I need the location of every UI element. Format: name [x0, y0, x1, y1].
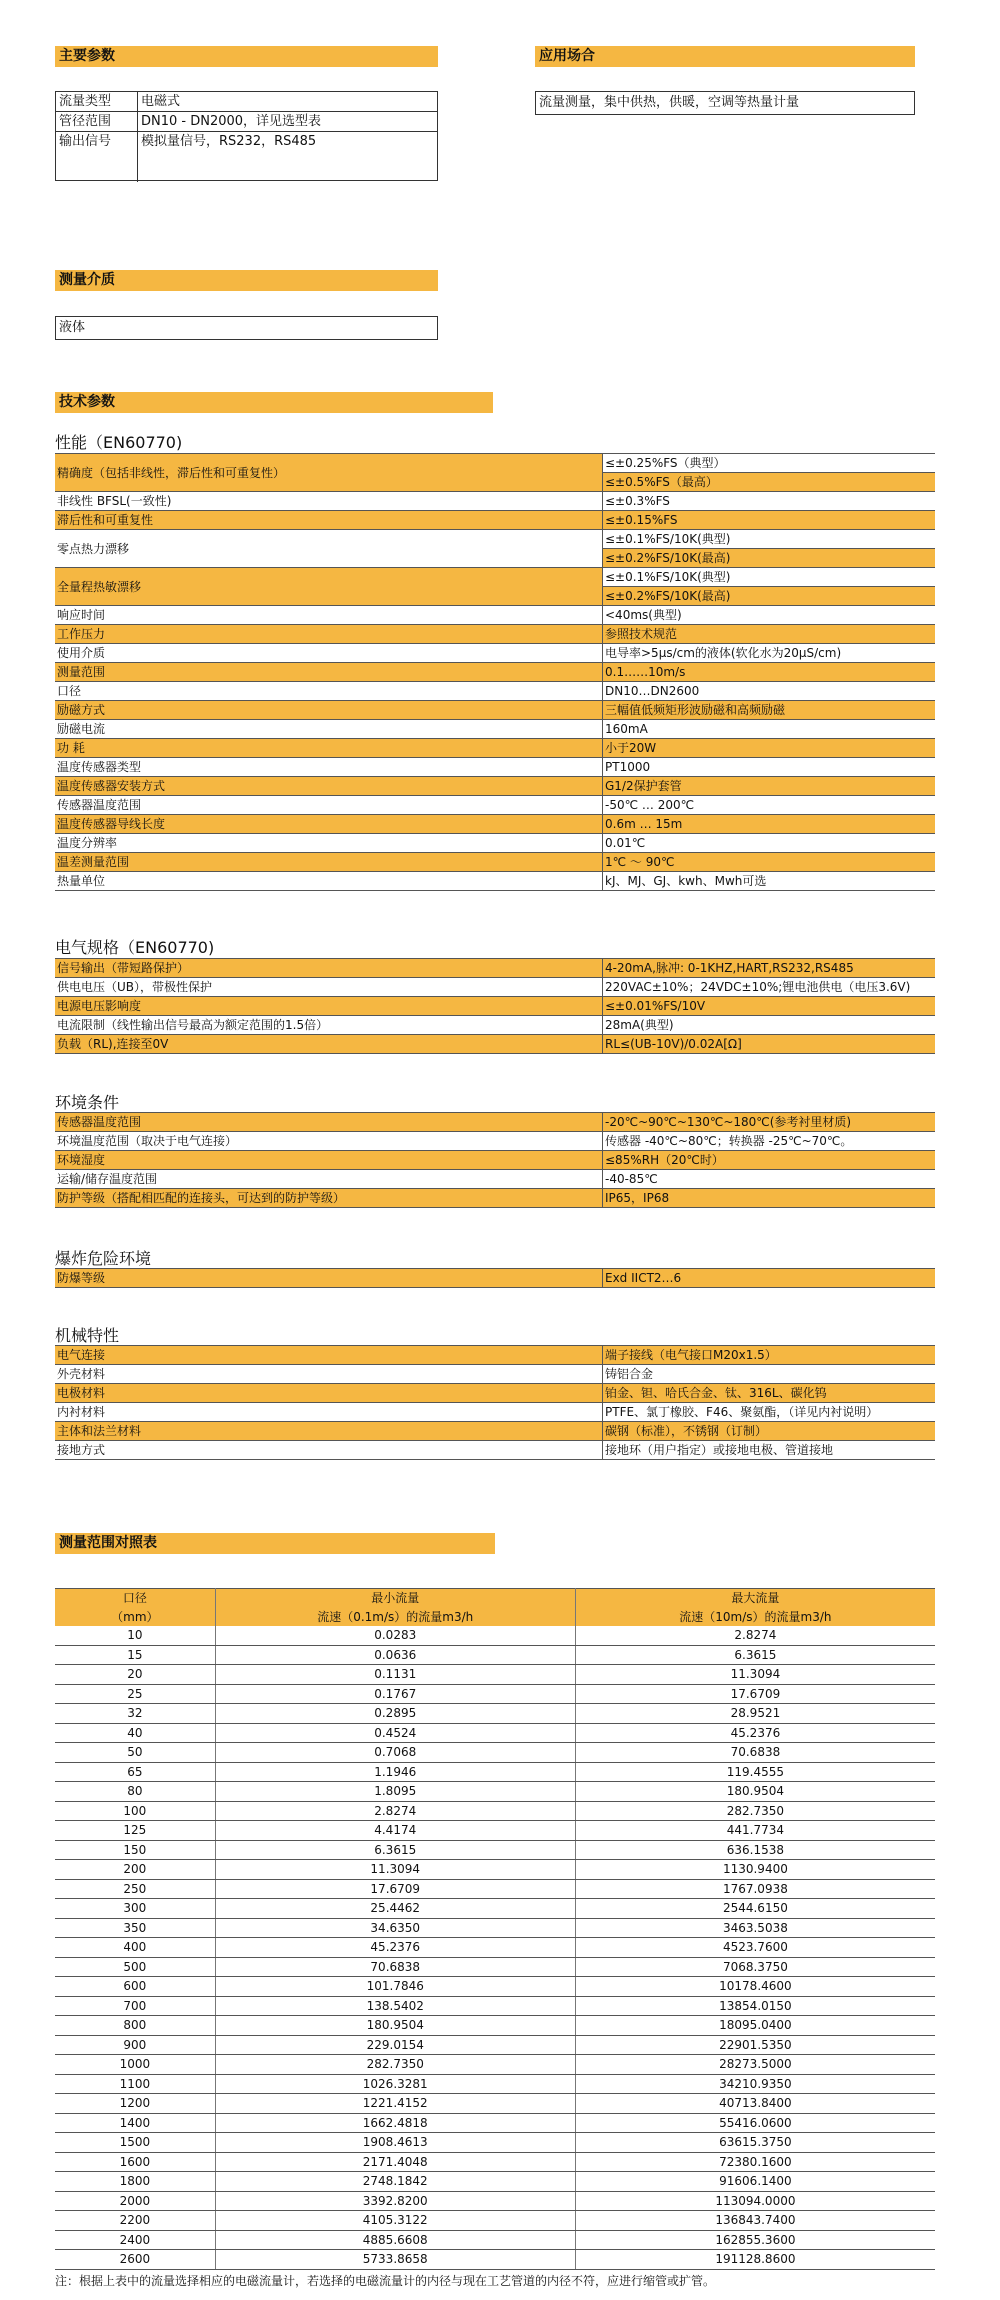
range-cell: 250 [55, 1879, 215, 1899]
range-cell: 4105.3122 [215, 2211, 575, 2231]
range-cell: 2.8274 [575, 1626, 935, 1645]
environment-title: 环境条件 [55, 1093, 120, 1112]
range-head-cell: 最大流量 [575, 1589, 935, 1608]
range-cell: 28.9521 [575, 1704, 935, 1724]
range-cell: 2544.6150 [575, 1899, 935, 1919]
range-row [55, 2074, 935, 2094]
electrical-value: RL≤(UB-10V)/0.02A[Ω] [603, 1035, 936, 1054]
performance-key: 温度分辨率 [55, 834, 603, 853]
range-row [55, 1645, 935, 1665]
performance-value: DN10…DN2600 [603, 682, 936, 701]
range-cell: 600 [55, 1977, 215, 1997]
range-cell: 11.3094 [575, 1665, 935, 1685]
range-cell: 180.9504 [215, 2016, 575, 2036]
range-cell: 1221.4152 [215, 2094, 575, 2114]
range-cell: 136843.7400 [575, 2211, 935, 2231]
explosion-table [55, 1268, 935, 1288]
performance-row [55, 739, 935, 758]
electrical-value: 28mA(典型) [603, 1016, 936, 1035]
range-cell: 63615.3750 [575, 2133, 935, 2153]
range-cell: 4885.6608 [215, 2230, 575, 2250]
range-head-cell: （mm） [55, 1608, 215, 1627]
range-cell: 55416.0600 [575, 2113, 935, 2133]
performance-row [55, 530, 935, 549]
range-row [55, 2113, 935, 2133]
range-row [55, 1626, 935, 1645]
environment-key: 环境湿度 [55, 1151, 603, 1170]
range-cell: 0.0283 [215, 1626, 575, 1645]
main-params-row [56, 132, 437, 182]
range-row [55, 1879, 935, 1899]
range-cell: 200 [55, 1860, 215, 1880]
range-cell: 4.4174 [215, 1821, 575, 1841]
range-cell: 3392.8200 [215, 2191, 575, 2211]
range-cell: 113094.0000 [575, 2191, 935, 2211]
performance-key: 精确度（包括非线性，滞后性和可重复性） [55, 454, 603, 492]
performance-value: ≤±0.15%FS [603, 511, 936, 530]
performance-row [55, 511, 935, 530]
performance-key: 口径 [55, 682, 603, 701]
mechanical-value: 接地环（用户指定）或接地电极、管道接地 [603, 1441, 936, 1460]
range-head-row [55, 1589, 935, 1608]
range-cell: 34210.9350 [575, 2074, 935, 2094]
explosion-row [55, 1269, 935, 1288]
range-cell: 6.3615 [215, 1840, 575, 1860]
range-head-cell: 流速（10m/s）的流量m3/h [575, 1608, 935, 1627]
tech-params-header: 技术参数 [55, 392, 493, 413]
range-cell: 45.2376 [215, 1938, 575, 1958]
range-row [55, 2172, 935, 2192]
environment-table [55, 1112, 935, 1208]
mechanical-row [55, 1422, 935, 1441]
range-cell: 2000 [55, 2191, 215, 2211]
environment-row [55, 1189, 935, 1208]
range-cell: 72380.1600 [575, 2152, 935, 2172]
performance-key: 功 耗 [55, 739, 603, 758]
performance-value: 0.6m … 15m [603, 815, 936, 834]
explosion-key: 防爆等级 [55, 1269, 603, 1288]
mechanical-table [55, 1345, 935, 1460]
range-cell: 1.8095 [215, 1782, 575, 1802]
mechanical-value: 铸铝合金 [603, 1365, 936, 1384]
performance-value: 电导率>5μs/cm的液体(软化水为20μS/cm) [603, 644, 936, 663]
environment-key: 环境温度范围（取决于电气连接） [55, 1132, 603, 1151]
electrical-key: 供电电压（UB），带极性保护 [55, 978, 603, 997]
mechanical-row [55, 1346, 935, 1365]
performance-value: ≤±0.2%FS/10K(最高) [603, 587, 936, 606]
range-cell: 6.3615 [575, 1645, 935, 1665]
range-row [55, 1860, 935, 1880]
performance-title: 性能（EN60770) [55, 433, 183, 452]
performance-value: -50℃ … 200℃ [603, 796, 936, 815]
range-row [55, 1821, 935, 1841]
range-cell: 0.0636 [215, 1645, 575, 1665]
main-params-row [56, 92, 437, 112]
performance-value: ≤±0.25%FS（典型） [603, 454, 936, 473]
range-cell: 400 [55, 1938, 215, 1958]
performance-value: 0.1……10m/s [603, 663, 936, 682]
range-cell: 101.7846 [215, 1977, 575, 1997]
environment-row [55, 1151, 935, 1170]
performance-value: ≤±0.5%FS（最高） [603, 473, 936, 492]
range-cell: 80 [55, 1782, 215, 1802]
performance-table [55, 453, 935, 891]
environment-row [55, 1170, 935, 1189]
range-cell: 150 [55, 1840, 215, 1860]
range-cell: 70.6838 [575, 1743, 935, 1763]
performance-row [55, 815, 935, 834]
electrical-row [55, 1016, 935, 1035]
range-row [55, 2016, 935, 2036]
medium-header: 测量介质 [55, 270, 438, 291]
mechanical-row [55, 1403, 935, 1422]
performance-row [55, 625, 935, 644]
performance-row [55, 568, 935, 587]
range-cell: 13854.0150 [575, 1996, 935, 2016]
range-cell: 18095.0400 [575, 2016, 935, 2036]
electrical-key: 电源电压影响度 [55, 997, 603, 1016]
range-row [55, 1704, 935, 1724]
range-cell: 17.6709 [215, 1879, 575, 1899]
range-row [55, 2191, 935, 2211]
performance-value: <40ms(典型) [603, 606, 936, 625]
range-cell: 45.2376 [575, 1723, 935, 1743]
range-cell: 282.7350 [575, 1801, 935, 1821]
performance-key: 全量程热敏漂移 [55, 568, 603, 606]
electrical-row [55, 978, 935, 997]
mechanical-key: 电极材料 [55, 1384, 603, 1403]
main-params-value: 模拟量信号，RS232，RS485 [141, 134, 317, 149]
range-cell: 10 [55, 1626, 215, 1645]
performance-key: 传感器温度范围 [55, 796, 603, 815]
range-cell: 20 [55, 1665, 215, 1685]
range-row [55, 2211, 935, 2231]
range-cell: 40713.8400 [575, 2094, 935, 2114]
range-cell: 900 [55, 2035, 215, 2055]
range-row [55, 1801, 935, 1821]
performance-key: 温度传感器导线长度 [55, 815, 603, 834]
range-cell: 25 [55, 1684, 215, 1704]
range-cell: 1200 [55, 2094, 215, 2114]
range-cell: 441.7734 [575, 1821, 935, 1841]
performance-row [55, 606, 935, 625]
mechanical-key: 接地方式 [55, 1441, 603, 1460]
performance-value: ≤±0.1%FS/10K(典型) [603, 530, 936, 549]
environment-key: 运输/储存温度范围 [55, 1170, 603, 1189]
range-cell: 119.4555 [575, 1762, 935, 1782]
range-cell: 282.7350 [215, 2055, 575, 2075]
range-cell: 1400 [55, 2113, 215, 2133]
performance-key: 工作压力 [55, 625, 603, 644]
performance-key: 热量单位 [55, 872, 603, 891]
performance-value: PT1000 [603, 758, 936, 777]
range-cell: 100 [55, 1801, 215, 1821]
electrical-title: 电气规格（EN60770) [55, 938, 215, 957]
range-cell: 300 [55, 1899, 215, 1919]
performance-row [55, 758, 935, 777]
range-cell: 1500 [55, 2133, 215, 2153]
electrical-row [55, 1035, 935, 1054]
explosion-value: Exd IICT2…6 [603, 1269, 936, 1288]
performance-value: 160mA [603, 720, 936, 739]
range-cell: 1130.9400 [575, 1860, 935, 1880]
range-cell: 2400 [55, 2230, 215, 2250]
electrical-value: 4-20mA,脉冲: 0-1KHZ,HART,RS232,RS485 [603, 959, 936, 978]
main-params-value: DN10 - DN2000，详见选型表 [141, 114, 322, 129]
main-params-key: 流量类型 [56, 92, 138, 111]
performance-row [55, 872, 935, 891]
range-cell: 0.1131 [215, 1665, 575, 1685]
range-cell: 0.4524 [215, 1723, 575, 1743]
range-cell: 0.7068 [215, 1743, 575, 1763]
range-cell: 1.1946 [215, 1762, 575, 1782]
range-head-cell: 口径 [55, 1589, 215, 1608]
range-row [55, 2055, 935, 2075]
performance-value: 参照技术规范 [603, 625, 936, 644]
range-cell: 1100 [55, 2074, 215, 2094]
range-row [55, 2230, 935, 2250]
environment-row [55, 1132, 935, 1151]
performance-row [55, 682, 935, 701]
environment-value: IP65，IP68 [603, 1189, 936, 1208]
range-row [55, 1938, 935, 1958]
range-cell: 28273.5000 [575, 2055, 935, 2075]
application-text: 流量测量，集中供热，供暖，空调等热量计量 [539, 95, 800, 110]
range-row [55, 1899, 935, 1919]
performance-row [55, 853, 935, 872]
mechanical-value: 端子接线（电气接口M20x1.5） [603, 1346, 936, 1365]
range-cell: 34.6350 [215, 1918, 575, 1938]
range-cell: 2748.1842 [215, 2172, 575, 2192]
performance-value: ≤±0.2%FS/10K(最高) [603, 549, 936, 568]
performance-key: 温度传感器类型 [55, 758, 603, 777]
performance-key: 励磁方式 [55, 701, 603, 720]
explosion-title: 爆炸危险环境 [55, 1249, 152, 1268]
performance-row [55, 454, 935, 473]
mechanical-row [55, 1441, 935, 1460]
range-cell: 5733.8658 [215, 2250, 575, 2270]
electrical-table [55, 958, 935, 1054]
electrical-key: 负载（RL),连接至0V [55, 1035, 603, 1054]
range-cell: 65 [55, 1762, 215, 1782]
mechanical-value: 碳钢（标准），不锈钢（订制） [603, 1422, 936, 1441]
main-params-key: 输出信号 [56, 132, 138, 182]
range-cell: 138.5402 [215, 1996, 575, 2016]
environment-row [55, 1113, 935, 1132]
range-cell: 32 [55, 1704, 215, 1724]
performance-value: G1/2保护套管 [603, 777, 936, 796]
environment-key: 防护等级（搭配相匹配的连接头，可达到的防护等级） [55, 1189, 603, 1208]
range-cell: 91606.1400 [575, 2172, 935, 2192]
range-head-row [55, 1608, 935, 1627]
range-cell: 350 [55, 1918, 215, 1938]
performance-value: 1℃ ～ 90℃ [603, 853, 936, 872]
range-cell: 1000 [55, 2055, 215, 2075]
range-cell: 162855.3600 [575, 2230, 935, 2250]
range-row [55, 2094, 935, 2114]
range-row [55, 1840, 935, 1860]
range-row [55, 2035, 935, 2055]
medium-box [55, 316, 438, 340]
performance-row [55, 834, 935, 853]
range-cell: 125 [55, 1821, 215, 1841]
performance-row [55, 663, 935, 682]
range-row [55, 2152, 935, 2172]
performance-key: 非线性 BFSL(一致性) [55, 492, 603, 511]
range-header: 测量范围对照表 [55, 1533, 495, 1554]
range-cell: 636.1538 [575, 1840, 935, 1860]
range-cell: 40 [55, 1723, 215, 1743]
range-table [55, 1588, 935, 2270]
performance-value: 0.01℃ [603, 834, 936, 853]
performance-value: ≤±0.3%FS [603, 492, 936, 511]
application-box [535, 91, 915, 115]
electrical-value: 220VAC±10%；24VDC±10%;锂电池供电（电压3.6V) [603, 978, 936, 997]
range-cell: 2171.4048 [215, 2152, 575, 2172]
performance-key: 零点热力漂移 [55, 530, 603, 568]
performance-key: 温度传感器安装方式 [55, 777, 603, 796]
range-row [55, 2133, 935, 2153]
environment-key: 传感器温度范围 [55, 1113, 603, 1132]
range-cell: 25.4462 [215, 1899, 575, 1919]
mechanical-key: 外壳材料 [55, 1365, 603, 1384]
performance-key: 响应时间 [55, 606, 603, 625]
performance-value: ≤±0.1%FS/10K(典型) [603, 568, 936, 587]
performance-key: 滞后性和可重复性 [55, 511, 603, 530]
environment-value: ≤85%RH（20℃时） [603, 1151, 936, 1170]
performance-key: 使用介质 [55, 644, 603, 663]
main-params-value: 电磁式 [141, 94, 181, 109]
performance-key: 测量范围 [55, 663, 603, 682]
range-cell: 2600 [55, 2250, 215, 2270]
performance-row [55, 644, 935, 663]
range-cell: 180.9504 [575, 1782, 935, 1802]
range-cell: 1662.4818 [215, 2113, 575, 2133]
main-params-header: 主要参数 [55, 46, 438, 67]
range-cell: 7068.3750 [575, 1957, 935, 1977]
range-cell: 500 [55, 1957, 215, 1977]
range-cell: 800 [55, 2016, 215, 2036]
range-row [55, 1762, 935, 1782]
electrical-row [55, 997, 935, 1016]
electrical-value: ≤±0.01%FS/10V [603, 997, 936, 1016]
range-row [55, 1782, 935, 1802]
range-cell: 1908.4613 [215, 2133, 575, 2153]
range-cell: 2.8274 [215, 1801, 575, 1821]
electrical-key: 信号输出（带短路保护） [55, 959, 603, 978]
range-row [55, 1918, 935, 1938]
mechanical-key: 内衬材料 [55, 1403, 603, 1422]
range-head-cell: 最小流量 [215, 1589, 575, 1608]
main-params-row [56, 112, 437, 132]
range-cell: 70.6838 [215, 1957, 575, 1977]
range-note: 注：根据上表中的流量选择相应的电磁流量计，若选择的电磁流量计的内径与现在工艺管道的内径不符，应进行缩管或扩管。 [55, 2274, 716, 2288]
range-cell: 4523.7600 [575, 1938, 935, 1958]
electrical-row [55, 959, 935, 978]
range-cell: 15 [55, 1645, 215, 1665]
environment-value: 传感器 -40℃~80℃；转换器 -25℃~70℃。 [603, 1132, 936, 1151]
range-cell: 1026.3281 [215, 2074, 575, 2094]
range-cell: 1800 [55, 2172, 215, 2192]
range-cell: 10178.4600 [575, 1977, 935, 1997]
range-cell: 22901.5350 [575, 2035, 935, 2055]
performance-row [55, 492, 935, 511]
environment-value: -20℃~90℃~130℃~180℃(参考衬里材质) [603, 1113, 936, 1132]
performance-row [55, 720, 935, 739]
range-row [55, 1957, 935, 1977]
range-row [55, 1996, 935, 2016]
range-row [55, 1977, 935, 1997]
range-row [55, 1743, 935, 1763]
mechanical-key: 主体和法兰材料 [55, 1422, 603, 1441]
range-cell: 1767.0938 [575, 1879, 935, 1899]
range-row [55, 1723, 935, 1743]
performance-value: 三幅值低频矩形波励磁和高频励磁 [603, 701, 936, 720]
range-cell: 17.6709 [575, 1684, 935, 1704]
mechanical-value: PTFE、氯丁橡胶、F46、聚氨酯，（详见内衬说明） [603, 1403, 936, 1422]
range-cell: 191128.8600 [575, 2250, 935, 2270]
range-cell: 50 [55, 1743, 215, 1763]
mechanical-row [55, 1365, 935, 1384]
range-row [55, 1665, 935, 1685]
application-header: 应用场合 [535, 46, 915, 67]
range-cell: 1600 [55, 2152, 215, 2172]
range-cell: 0.2895 [215, 1704, 575, 1724]
performance-row [55, 796, 935, 815]
range-cell: 3463.5038 [575, 1918, 935, 1938]
range-head-cell: 流速（0.1m/s）的流量m3/h [215, 1608, 575, 1627]
performance-row [55, 701, 935, 720]
main-params-table [55, 91, 438, 181]
mechanical-key: 电气连接 [55, 1346, 603, 1365]
performance-key: 温差测量范围 [55, 853, 603, 872]
range-row [55, 2250, 935, 2270]
range-cell: 700 [55, 1996, 215, 2016]
electrical-key: 电流限制（线性输出信号最高为额定范围的1.5倍） [55, 1016, 603, 1035]
main-params-key: 管径范围 [56, 112, 138, 131]
mechanical-row [55, 1384, 935, 1403]
mechanical-title: 机械特性 [55, 1326, 120, 1345]
performance-value: 小于20W [603, 739, 936, 758]
medium-text: 液体 [59, 320, 86, 335]
mechanical-value: 铂金、钽、哈氏合金、钛、316L、碳化钨 [603, 1384, 936, 1403]
range-cell: 11.3094 [215, 1860, 575, 1880]
performance-row [55, 777, 935, 796]
environment-value: -40-85℃ [603, 1170, 936, 1189]
performance-key: 励磁电流 [55, 720, 603, 739]
range-cell: 229.0154 [215, 2035, 575, 2055]
performance-value: kJ、MJ、GJ、kwh、Mwh可选 [603, 872, 936, 891]
range-cell: 2200 [55, 2211, 215, 2231]
range-row [55, 1684, 935, 1704]
range-cell: 0.1767 [215, 1684, 575, 1704]
